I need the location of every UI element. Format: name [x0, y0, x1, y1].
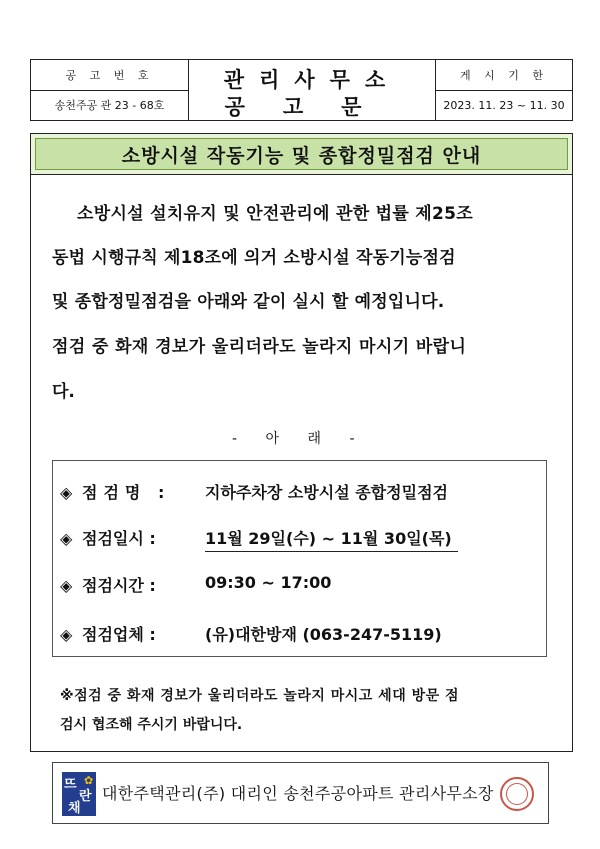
diamond-bullet-icon: ◈ [60, 625, 73, 644]
notice-title: 소방시설 작동기능 및 종합정밀점검 안내 [35, 138, 568, 170]
note-line-1: ※점검 중 화재 경보가 울리더라도 놀라지 마시고 세대 방문 점 [60, 688, 460, 704]
issuer-cell [189, 60, 436, 120]
notice-number-cell [31, 60, 189, 120]
posting-period-value: 2023. 11. 23 ~ 11. 30 [443, 98, 565, 112]
detail-value: 11월 29일(수) ~ 11월 30일(목) [205, 526, 458, 552]
flower-icon: ✿ [84, 774, 94, 787]
detail-value: 지하주차장 소방시설 종합정밀점검 [205, 483, 448, 502]
diamond-bullet-icon: ◈ [60, 529, 73, 548]
detail-row-time [60, 573, 540, 596]
title-banner [30, 133, 573, 175]
logo-char: 채 [68, 801, 81, 816]
detail-value: 09:30 ~ 17:00 [205, 573, 332, 592]
paragraph-line-5: 다. [52, 382, 75, 402]
document-type: 공고문 [224, 95, 400, 119]
paragraph-line-1: 소방시설 설치유지 및 안전관리에 관한 법률 제25조 [77, 204, 474, 224]
logo-char: 란 [79, 789, 92, 804]
posting-period-label: 게 시 기 한 [436, 60, 572, 91]
paragraph-line-3: 및 종합정밀점검을 아래와 같이 실시 할 예정입니다. [52, 292, 445, 312]
detail-value: (유)대한방재 (063-247-5119) [205, 625, 442, 644]
detail-label: 점검명 : [82, 483, 171, 502]
paragraph-line-2: 동법 시행규칙 제18조에 의거 소방시설 작동기능점검 [52, 248, 456, 268]
logo-char: 뜨 [64, 777, 77, 792]
signature-text: 대한주택관리(주) 대리인 송천주공아파트 관리사무소장 [102, 784, 494, 803]
detail-label: 점검일시 : [82, 529, 156, 548]
posting-period-cell [436, 60, 572, 120]
detail-label: 점검업체 : [82, 625, 156, 644]
detail-label: 점검시간 : [82, 576, 156, 595]
detail-row-company [60, 622, 540, 645]
brand-logo [62, 772, 96, 816]
section-separator: - 아 래 - [232, 431, 367, 447]
paragraph-line-4: 점검 중 화재 경보가 울리더라도 놀라지 마시기 바랍니 [52, 337, 467, 357]
detail-row-name [60, 480, 540, 503]
official-seal-icon [500, 777, 534, 811]
diamond-bullet-icon: ◈ [60, 483, 73, 502]
diamond-bullet-icon: ◈ [60, 576, 73, 595]
issuer-name: 관리사무소 [223, 68, 401, 92]
note-line-2: 검시 협조해 주시기 바랍니다. [60, 717, 243, 733]
notice-header-table [30, 59, 573, 121]
detail-row-date [60, 526, 540, 549]
notice-number-label: 공 고 번 호 [31, 60, 188, 91]
notice-number-value: 송천주공 관 23 - 68호 [54, 99, 165, 112]
